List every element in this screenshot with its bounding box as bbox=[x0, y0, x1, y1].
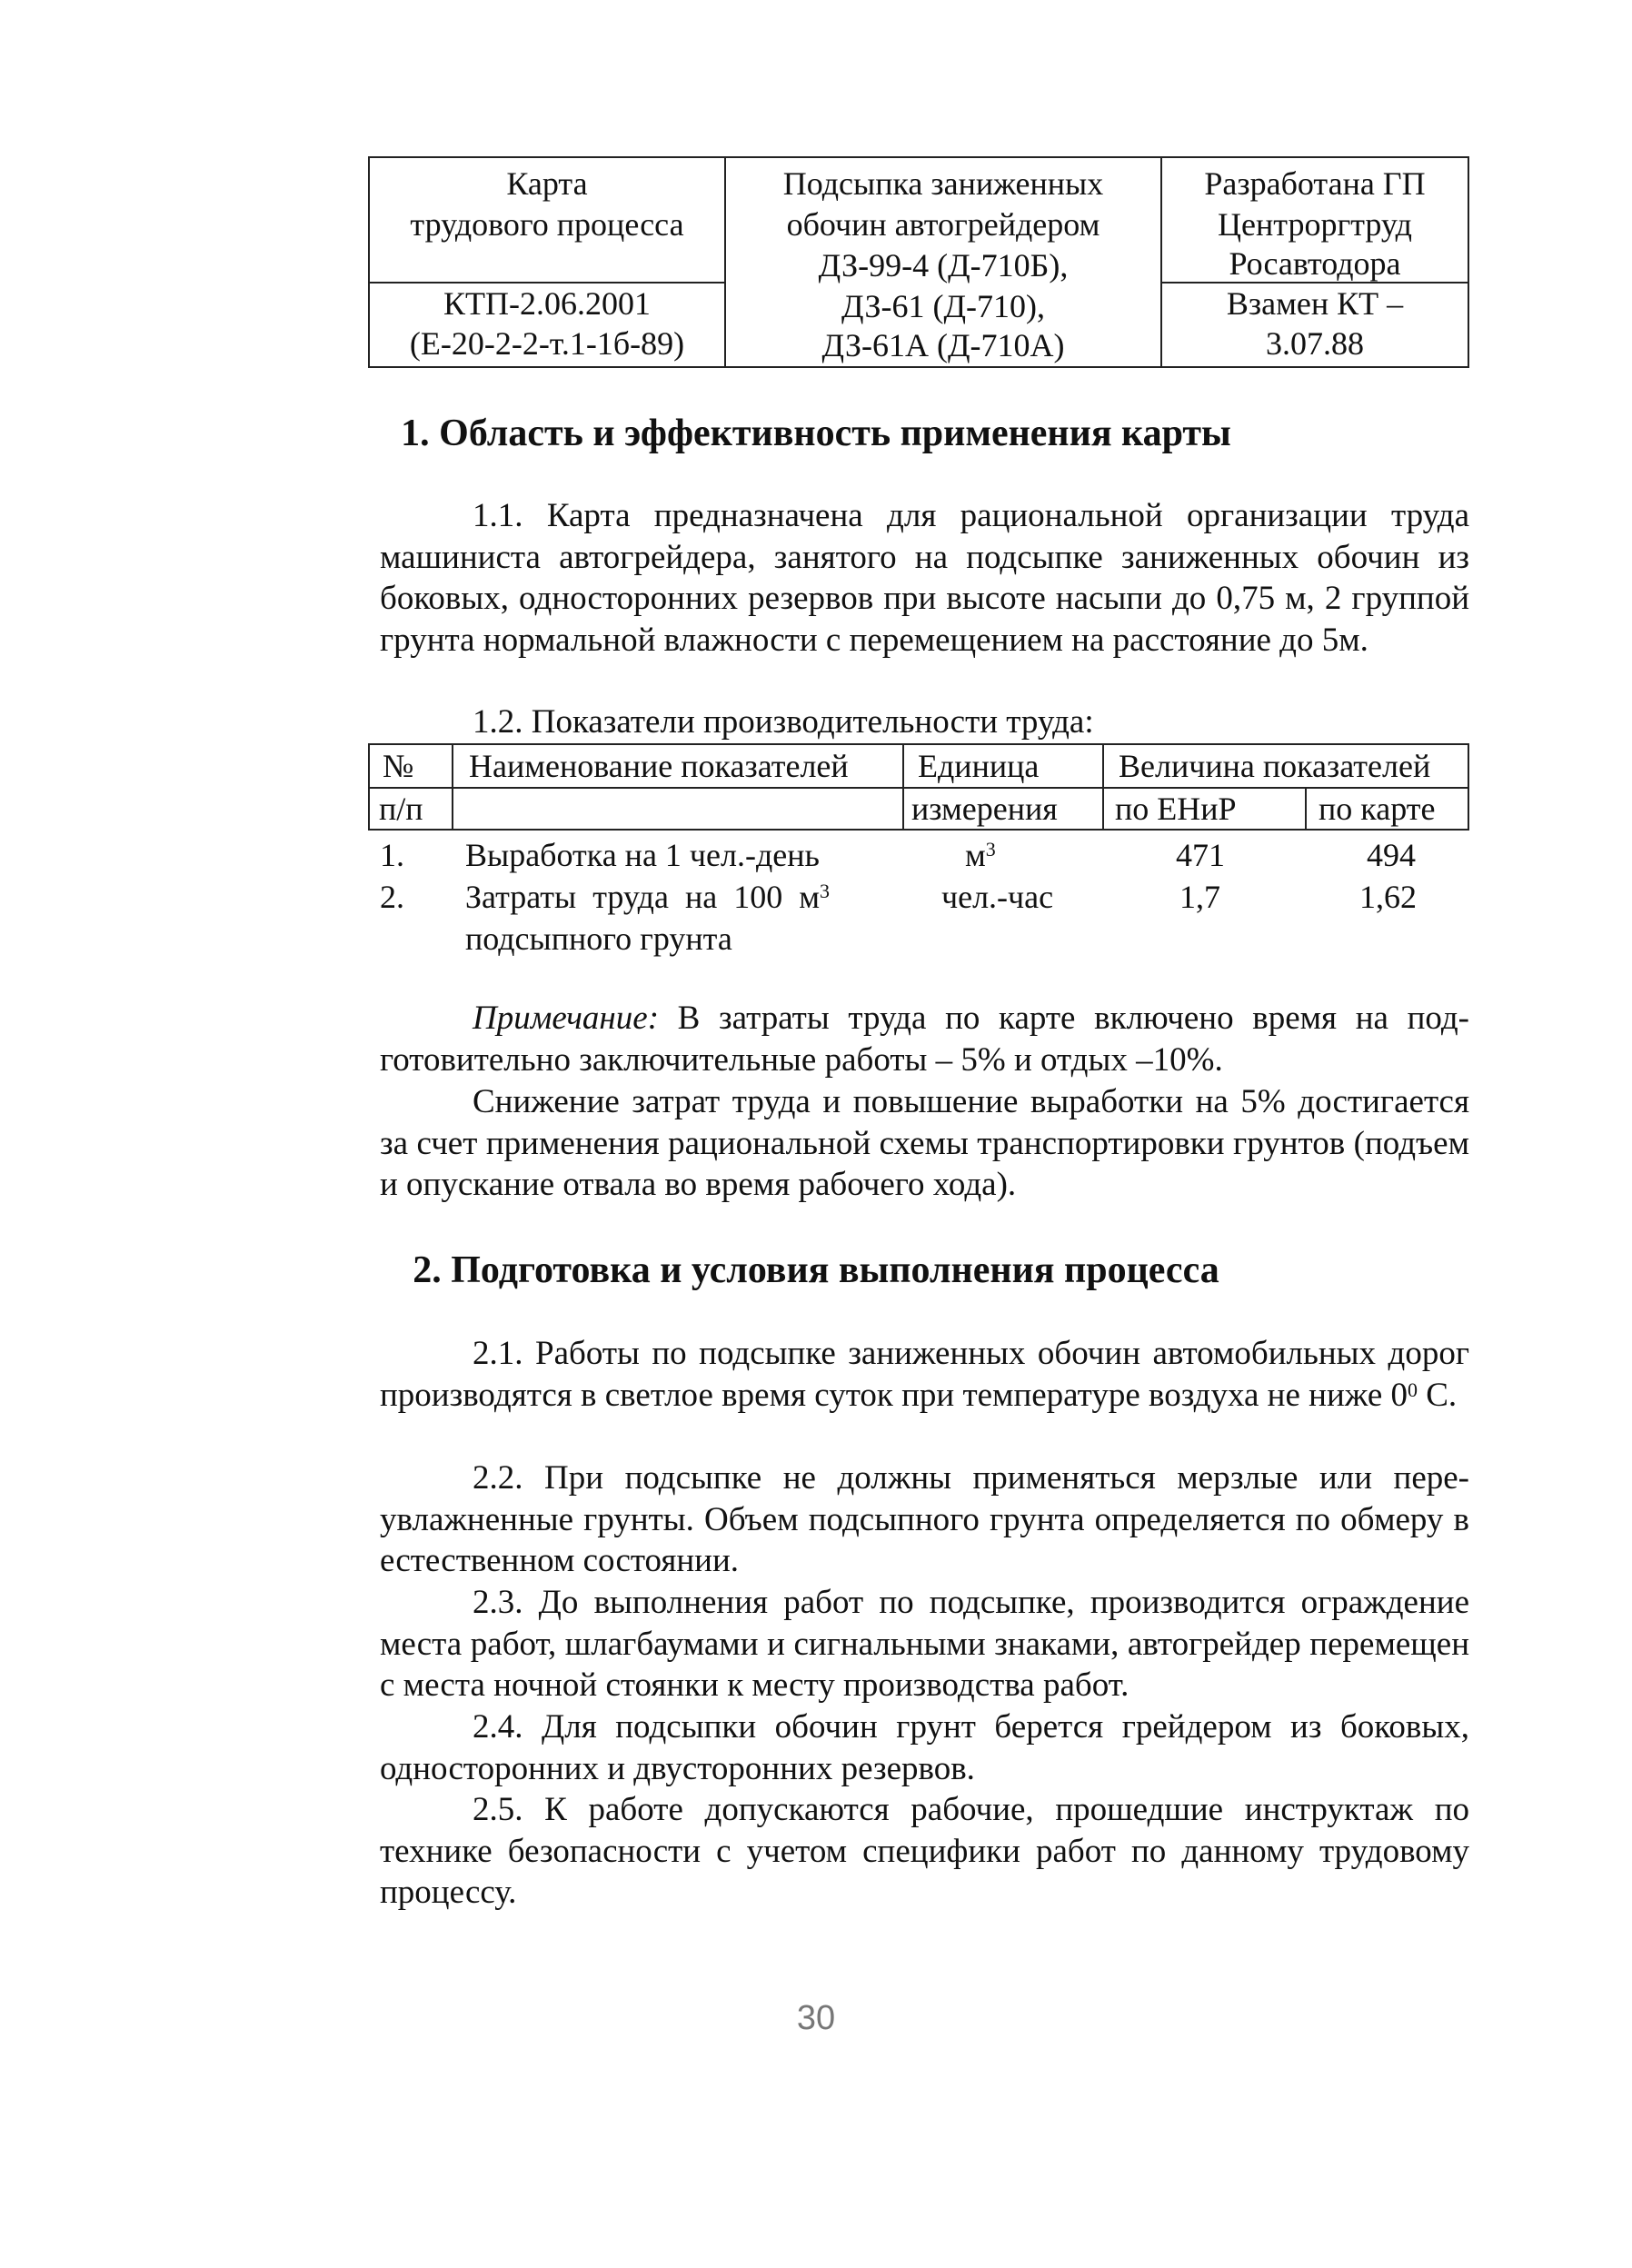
developer-line3: Росавтодора bbox=[1229, 245, 1401, 282]
title-line5: ДЗ-61А (Д-710А) bbox=[821, 327, 1065, 363]
table-row-2-unit: чел.-час bbox=[941, 879, 1054, 915]
paragraph-2-2: 2.2. При подсыпке не должны применяться мерзлые или переувлажненные грунты. Объем подсыпного грунта определяется по обмеру в естественном состоянии. bbox=[380, 1459, 1469, 1579]
card-code-line2: (Е-20-2-2-т.1-1б-89) bbox=[409, 325, 685, 362]
page-number: 30 bbox=[796, 1999, 836, 2037]
paragraph-2-3: 2.3. До выполнения работ по подсыпке, производится ограждение места работ, шлагбаумами и сигнальными знаками, автогрейдер перемещен с места ночной стоянки к месту производства работ. bbox=[380, 1584, 1469, 1704]
note-label: Примечание: bbox=[473, 1000, 660, 1037]
col-header-pp: п/п bbox=[379, 791, 423, 827]
title-line3: ДЗ-99-4 (Д-710Б), bbox=[818, 247, 1069, 284]
title-line2: обочин автогрейдером bbox=[786, 206, 1100, 243]
title-line1: Подсыпка заниженных bbox=[782, 165, 1104, 202]
developer-line1: Разработана ГП bbox=[1204, 165, 1426, 202]
table-row-2-name-cont: подсыпного грунта bbox=[465, 920, 732, 957]
col-header-value: Величина показателей bbox=[1119, 748, 1431, 784]
header-title-column bbox=[726, 158, 1162, 366]
header-developer-column bbox=[1162, 158, 1468, 366]
col-header-unit: Единица bbox=[918, 748, 1040, 784]
col-header-card: по карте bbox=[1319, 791, 1436, 827]
replaces-line2: 3.07.88 bbox=[1266, 325, 1364, 362]
table-border-right bbox=[1468, 743, 1469, 831]
table-rule-top bbox=[368, 743, 1469, 745]
col-header-name: Наименование показателей bbox=[469, 748, 849, 784]
title-line4: ДЗ-61 (Д-710), bbox=[841, 288, 1045, 324]
paragraph-2-5: 2.5. К работе допускаются рабочие, прошедшие инструктаж по технике безопасности с учетом специфики работ по данному трудовому процессу. bbox=[380, 1791, 1469, 1911]
table-row-1-unit: $м^3$ bbox=[965, 837, 996, 873]
table-col-divider bbox=[1305, 787, 1307, 831]
reduction-paragraph: Снижение затрат труда и повышение выработки на 5% достигается за счет применения рациональной схемы транспортировки грунтов (подъем и опускание отвала во время рабочего хода). bbox=[380, 1083, 1469, 1203]
card-label-line1: Карта bbox=[506, 165, 588, 202]
card-label-line2: трудового процесса bbox=[410, 206, 684, 243]
developer-line2: Центроргтруд bbox=[1218, 206, 1412, 243]
table-border-left bbox=[368, 743, 370, 831]
section2-heading: 2. Подготовка и условия выполнения процесса bbox=[413, 1249, 1219, 1291]
paragraph-1-2: 1.2. Показатели производительности труда: bbox=[473, 703, 1094, 741]
col-header-unit-measure: измерения bbox=[911, 791, 1058, 827]
paragraph-1-1: 1.1. Карта предназначена для рациональной организации труда машиниста автогрейдера, занятого на подсыпке заниженных обочин из боковых, односторонних резервов при высоте насыпи до 0,75 м, 2 группой грунта нормальной влажности с перемещением на расстояние до 5м. bbox=[380, 497, 1469, 659]
table-row-1-number: 1. bbox=[380, 837, 404, 873]
table-col-divider bbox=[452, 743, 453, 831]
col-header-number: № bbox=[383, 748, 414, 784]
table-col-divider bbox=[1102, 743, 1104, 831]
note-text: В затраты труда по карте включено время на подготовительно заключительные работы – 5% и отдых –10%. bbox=[380, 1000, 1469, 1079]
replaces-line1: Взамен КТ – bbox=[1226, 285, 1404, 322]
header-card-column bbox=[370, 158, 726, 366]
table-row-1-card: 494 bbox=[1367, 837, 1416, 873]
section1-heading: 1. Область и эффективность применения карты bbox=[401, 413, 1231, 454]
table-row-1-name: Выработка на 1 чел.-день bbox=[465, 837, 820, 873]
paragraph-2-1: 2.1. Работы по подсыпке заниженных обочин автомобильных дорог производятся в светлое время суток при температуре воздуха не ниже $0^0$ С. bbox=[380, 1335, 1469, 1414]
col-header-enir: по ЕНиР bbox=[1115, 791, 1237, 827]
paragraph-2-4: 2.4. Для подсыпки обочин грунт берется грейдером из боковых, односторонних и двусторонних резервов. bbox=[380, 1708, 1469, 1787]
note-paragraph bbox=[380, 998, 1469, 1080]
table-row-2-number: 2. bbox=[380, 879, 404, 915]
table-row-2-enir: 1,7 bbox=[1179, 879, 1220, 915]
table-row-2-name: Затраты труда на 100 $м^3$ bbox=[465, 879, 830, 915]
table-row-2-card: 1,62 bbox=[1359, 879, 1417, 915]
indicators-table bbox=[368, 743, 1469, 831]
card-code-line1: КТП-2.06.2001 bbox=[443, 285, 651, 322]
header-table bbox=[368, 156, 1469, 368]
table-col-divider bbox=[902, 743, 904, 831]
table-row-1-enir: 471 bbox=[1176, 837, 1225, 873]
